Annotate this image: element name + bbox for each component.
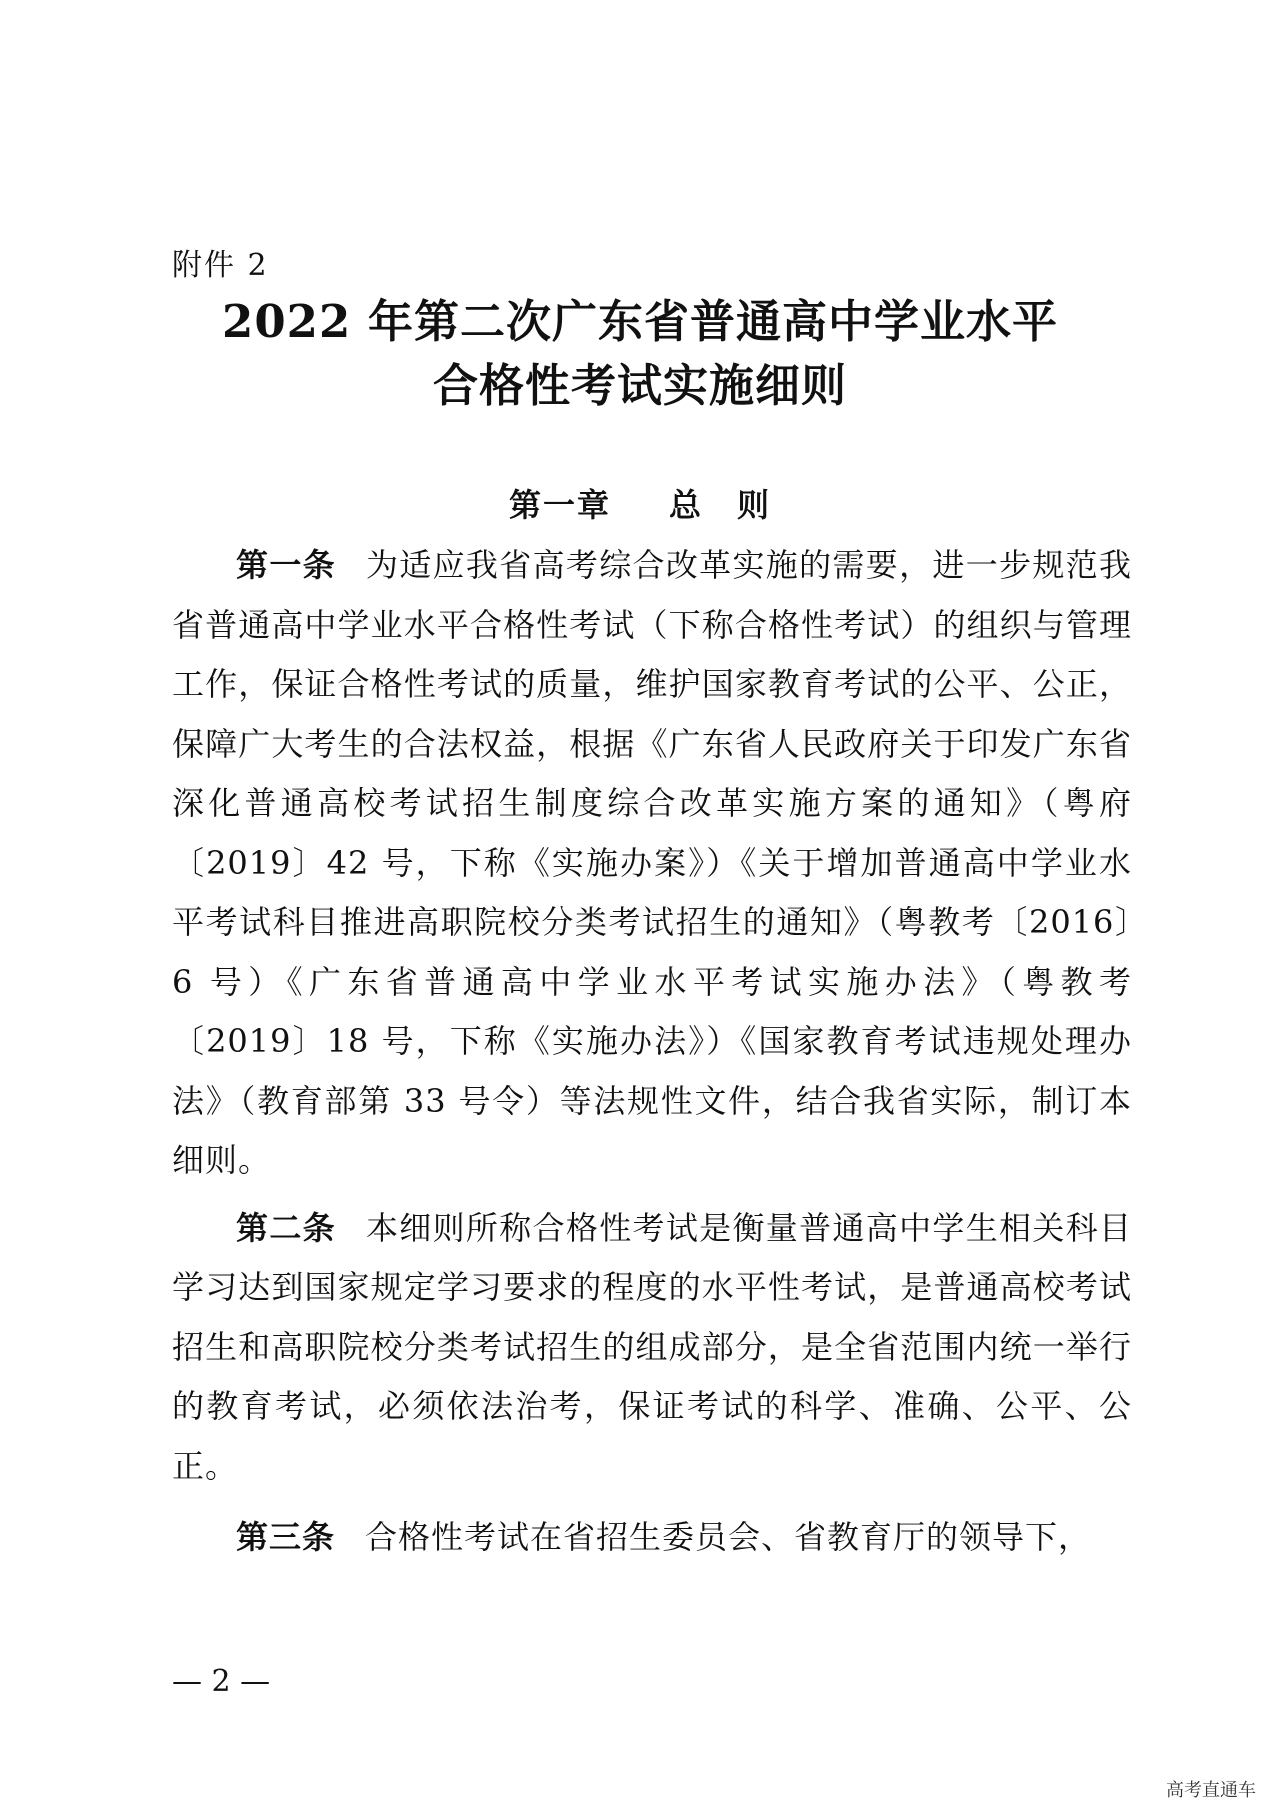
chapter-name: 总 则 (669, 486, 772, 524)
article-label: 第三条 (236, 1518, 336, 1556)
article-label: 第一条 (236, 546, 336, 584)
article-text: 本细则所称合格性考试是衡量普通高中学生相关科目学习达到国家规定学习要求的程度的水平性考试，是普通高校考试招生和高职院校分类考试招生的组成部分，是全省范围内统一举行的教育考试，必须依法治考，保证考试的科学、准确、公平、公正。 (172, 1208, 1132, 1485)
article-label: 第二条 (236, 1208, 336, 1247)
document-title-line-2: 合格性考试实施细则 (432, 359, 847, 412)
document-body (172, 536, 1132, 1568)
article-paragraph (172, 1199, 1132, 1497)
article-text: 合格性考试在省招生委员会、省教育厅的领导下， (365, 1518, 1092, 1556)
document-title-line-1: 2022 年第二次广东省普通高中学业水平 (222, 295, 1058, 348)
attachment-label: 附件 2 (172, 248, 269, 283)
chapter-heading (0, 480, 1280, 526)
page-number: — 2 — (172, 1664, 271, 1699)
article-paragraph (172, 536, 1132, 1191)
chapter-number: 第一章 (508, 486, 611, 524)
article-paragraph (172, 1508, 1132, 1568)
source-watermark: 高考直通车 (1166, 1780, 1256, 1801)
article-text: 为适应我省高考综合改革实施的需要，进一步规范我省普通高中学业水平合格性考试（下称合格性考试）的组织与管理工作，保证合格性考试的质量，维护国家教育考试的公平、公正，保障广大考生的合法权益，根据《广东省人民政府关于印发广东省深化普通高校考试招生制度综合改革实施方案的通知》（粤府〔2019〕42 号，下称《实施办案》）《关于增加普通高中学业水平考试科目推进高职院校分类考试招生的通知》（粤教考〔2016〕6 号）《广东省普通高中学业水平考试实施办法》（粤教考〔2019〕18 号，下称《实施办法》）《国家教育考试违规处理办法》（教育部第 33 号令）等法规性文件，结合我省实际，制订本细则。 (172, 546, 1132, 1179)
